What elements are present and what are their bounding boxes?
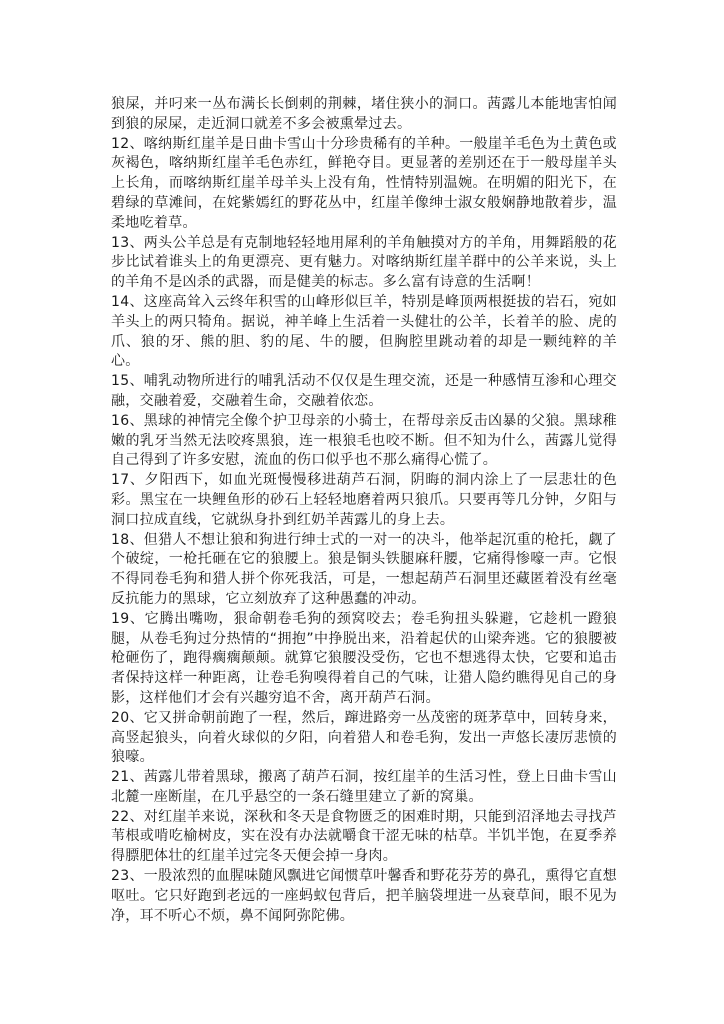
paragraph-22: 22、对红崖羊来说，深秋和冬天是食物匮乏的困难时期，只能到沼泽地去寻找芦苇根或啃吃榆树皮，实在没有办法就嚼食干涩无味的枯草。半饥半饱，在夏季养得膘肥体壮的红崖羊过完冬天便会掉一身肉。: [111, 808, 617, 865]
paragraph-continuation: 狼屎，并叼来一丛布满长长倒刺的荆棘，堵住狭小的洞口。茜露儿本能地害怕闻到狼的尿屎，走近洞口就差不多会被熏晕过去。: [111, 96, 617, 132]
paragraph-12: 12、喀纳斯红崖羊是日曲卡雪山十分珍贵稀有的羊种。一般崖羊毛色为土黄色或灰褐色，喀纳斯红崖羊毛色赤红，鲜艳夺目。更显著的差别还在于一般母崖羊头上长角，而喀纳斯红崖羊母羊头上没有角，性情特别温婉。在明媚的阳光下，在碧绿的草滩间，在姹紫嫣红的野花丛中，红崖羊像绅士淑女般娴静地散着步，温柔地吃着草。: [111, 135, 617, 231]
paragraph-18: 18、但猎人不想让狼和狗进行绅士式的一对一的决斗，他举起沉重的枪托，觑了个破绽，一枪托砸在它的狼腰上。狼是铜头铁腿麻秆腰，它痛得惨嚎一声。它恨不得同卷毛狗和猎人拼个你死我活，可是，一想起葫芦石洞里还藏匿着没有丝毫反抗能力的黑球，它立刻放弃了这种愚蠢的冲动。: [111, 531, 617, 607]
paragraph-13: 13、两头公羊总是有克制地轻轻地用犀利的羊角触摸对方的羊角，用舞蹈般的花步比试着谁头上的角更漂亮、更有魅力。对喀纳斯红崖羊群中的公羊来说，头上的羊角不是凶杀的武器，而是健美的标志。多么富有诗意的生活啊！: [111, 234, 617, 291]
paragraph-23: 23、一股浓烈的血腥味随风飘进它闻惯草叶馨香和野花芬芳的鼻孔，熏得它直想呕吐。它只好跑到老远的一座蚂蚁包背后，把羊脑袋埋进一丛衰草间，眼不见为净，耳不听心不烦，鼻不闻阿弥陀佛。: [111, 868, 617, 924]
paragraph-19: 19、它腾出嘴吻，狠命朝卷毛狗的颈窝咬去；卷毛狗扭头躲避，它趁机一蹬狼腿，从卷毛狗过分热情的“拥抱”中挣脱出来，沿着起伏的山梁奔逃。它的狼腰被枪砸伤了，跑得瘸瘸颠颠。就算它狼腰没受伤，它也不想逃得太快，它要和追击者保持这样一种距离，让卷毛狗嗅得着自己的气味，让猎人隐约瞧得见自己的身影，这样他们才会有兴趣穷追不舍，离开葫芦石洞。: [111, 610, 617, 706]
document-page: [111, 95, 617, 926]
paragraph-16: 16、黑球的神情完全像个护卫母亲的小骑士，在帮母亲反击凶暴的父狼。黑球稚嫩的乳牙当然无法咬疼黑狼，连一根狼毛也咬不断。但不知为什么，茜露儿觉得自己得到了许多安慰，流血的伤口似乎也不那么痛得心慌了。: [111, 412, 617, 469]
paragraph-14: 14、这座高耸入云终年积雪的山峰形似巨羊，特别是峰顶两根挺拔的岩石，宛如羊头上的两只犄角。据说，神羊峰上生活着一头健壮的公羊，长着羊的脸、虎的爪、狼的牙、熊的胆、豹的尾、牛的腰，但胸腔里跳动着的却是一颗纯粹的羊心。: [111, 293, 617, 370]
paragraph-21: 21、茜露儿带着黑球，搬离了葫芦石洞，按红崖羊的生活习性，登上日曲卡雪山北麓一座断崖，在几乎悬空的一条石缝里建立了新的窝巢。: [111, 769, 617, 805]
paragraph-17: 17、夕阳西下，如血光斑慢慢移进葫芦石洞，阴晦的洞内涂上了一层悲壮的色彩。黑宝在一块鲤鱼形的砂石上轻轻地磨着两只狼爪。只要再等几分钟，夕阳与洞口拉成直线，它就纵身扑到红奶羊茜露儿的身上去。: [111, 472, 617, 528]
paragraph-20: 20、它又拼命朝前跑了一程，然后，蹿进路旁一丛茂密的斑茅草中，回转身来，高竖起狼头，向着火球似的夕阳，向着猎人和卷毛狗，发出一声悠长凄厉悲愤的狼嚎。: [111, 709, 617, 766]
paragraph-15: 15、哺乳动物所进行的哺乳活动不仅仅是生理交流，还是一种感情互渗和心理交融，交融着爱，交融着生命，交融着依恋。: [111, 373, 617, 409]
